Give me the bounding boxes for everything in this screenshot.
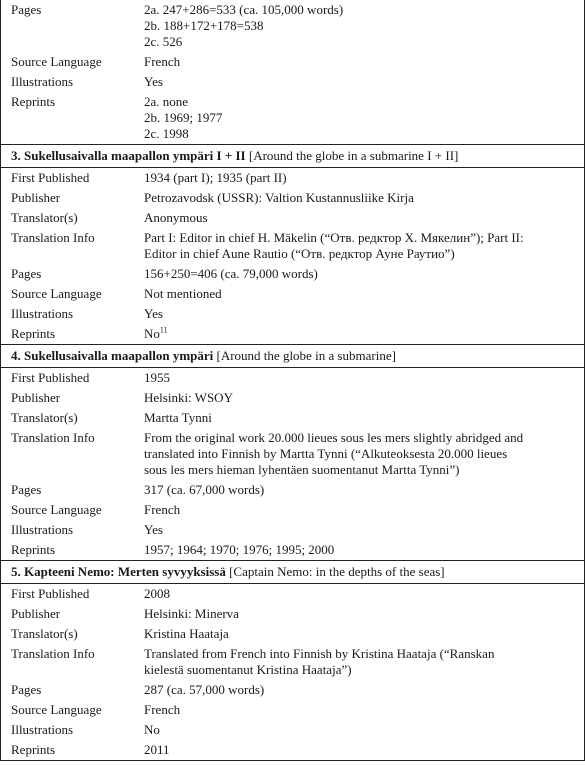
field-label: Translation Info xyxy=(11,646,95,661)
field-label: Illustrations xyxy=(11,722,74,737)
field-value xyxy=(144,522,584,538)
table-row xyxy=(1,520,584,540)
table-row xyxy=(1,324,584,344)
table-row xyxy=(1,368,584,388)
table-row xyxy=(1,284,584,304)
value-line: French xyxy=(144,54,181,69)
value-line: 2b. 1969; 1977 xyxy=(144,110,223,125)
field-label: First Published xyxy=(11,370,90,385)
value-line: 1934 (part I); 1935 (part II) xyxy=(144,170,287,185)
value-line: 2c. 1998 xyxy=(144,126,189,141)
field-value xyxy=(144,326,584,342)
value-line: 1955 xyxy=(144,370,170,385)
value-line: 317 (ca. 67,000 words) xyxy=(144,482,265,497)
value-line: Editor in chief Aune Rautio (“Отв. редктор Ауне Раутио”) xyxy=(144,246,455,261)
value-line: No$^{11}$ xyxy=(144,325,168,341)
field-label: Publisher xyxy=(11,606,61,621)
field-value xyxy=(144,370,584,386)
value-line: 1957; 1964; 1970; 1976; 1995; 2000 xyxy=(144,542,335,557)
entry-title xyxy=(1,345,584,368)
field-value xyxy=(144,210,584,226)
field-label: Reprints xyxy=(11,742,56,757)
value-line: sous les mers hieman lyhentäen suomentanut Martta Tynni”) xyxy=(144,462,460,477)
value-line: kielestä suomentanut Kristina Haataja”) xyxy=(144,662,352,677)
field-label: Illustrations xyxy=(11,522,74,537)
field-label: Source Language xyxy=(11,702,102,717)
field-label: Translation Info xyxy=(11,230,95,245)
value-line: French xyxy=(144,502,181,517)
field-value xyxy=(144,170,584,186)
table-row xyxy=(1,0,584,52)
entry-title xyxy=(1,145,584,168)
field-value xyxy=(144,190,584,206)
field-label: Reprints xyxy=(11,326,56,341)
field-value xyxy=(144,306,584,322)
entry-title xyxy=(1,561,584,584)
value-line: Yes xyxy=(144,306,163,321)
entry-title-finnish: 5. Kapteeni Nemo: Merten syvyyksissä xyxy=(11,564,226,579)
value-line: 2011 xyxy=(144,742,170,757)
field-value xyxy=(144,626,584,642)
table-row xyxy=(1,304,584,324)
value-line: Yes xyxy=(144,74,163,89)
field-label: Source Language xyxy=(11,502,102,517)
field-value xyxy=(144,286,584,302)
table-row xyxy=(1,228,584,264)
footnote-marker: 11 xyxy=(159,325,168,335)
value-line: Helsinki: Minerva xyxy=(144,606,239,621)
value-line: 2a. none xyxy=(144,94,189,109)
table-row xyxy=(1,72,584,92)
table-row xyxy=(1,408,584,428)
table-row xyxy=(1,740,584,760)
field-label: Publisher xyxy=(11,190,61,205)
value-line: From the original work 20.000 lieues sous les mers slightly abridged and xyxy=(144,430,524,445)
field-label: Publisher xyxy=(11,390,61,405)
field-label: Translator(s) xyxy=(11,626,78,641)
entry-title-finnish: 4. Sukellusaivalla maapallon ympäri xyxy=(11,348,214,363)
field-value xyxy=(144,586,584,602)
table-row xyxy=(1,92,584,144)
field-value xyxy=(144,682,584,698)
field-value xyxy=(144,94,584,142)
table-row xyxy=(1,644,584,680)
field-value xyxy=(144,702,584,718)
value-line: Not mentioned xyxy=(144,286,222,301)
field-label: Pages xyxy=(11,682,42,697)
field-label: Translation Info xyxy=(11,430,95,445)
field-value xyxy=(144,742,584,758)
field-label: Illustrations xyxy=(11,306,74,321)
field-label: Source Language xyxy=(11,54,102,69)
field-label: First Published xyxy=(11,170,90,185)
value-line: Petrozavodsk (USSR): Valtion Kustannusliike Kirja xyxy=(144,190,414,205)
field-value xyxy=(144,266,584,282)
value-line: translated into Finnish by Martta Tynni (“Alkuteoksesta 20.000 lieues xyxy=(144,446,508,461)
entry-5 xyxy=(0,561,585,761)
value-line: French xyxy=(144,702,181,717)
value-line: Kristina Haataja xyxy=(144,626,229,641)
field-label: Illustrations xyxy=(11,74,74,89)
value-line: No xyxy=(144,722,160,737)
field-label: Pages xyxy=(11,482,42,497)
field-label: Source Language xyxy=(11,286,102,301)
field-value xyxy=(144,542,584,558)
table-row xyxy=(1,188,584,208)
value-line: Helsinki: WSOY xyxy=(144,390,233,405)
value-line: 2c. 526 xyxy=(144,34,183,49)
table-row xyxy=(1,428,584,480)
table-row xyxy=(1,540,584,560)
entry-title-translation: [Captain Nemo: in the depths of the seas] xyxy=(225,564,445,579)
field-value xyxy=(144,54,584,70)
value-line: 2a. 247+286=533 (ca. 105,000 words) xyxy=(144,2,344,17)
field-value xyxy=(144,2,584,50)
table-row xyxy=(1,604,584,624)
entry-4 xyxy=(0,345,585,561)
table-row xyxy=(1,500,584,520)
table-row xyxy=(1,680,584,700)
field-value xyxy=(144,482,584,498)
field-label: Pages xyxy=(11,2,42,17)
entry-title-translation: [Around the globe in a submarine] xyxy=(213,348,396,363)
table-row xyxy=(1,52,584,72)
value-line: Translated from French into Finnish by Kristina Haataja (“Ranskan xyxy=(144,646,495,661)
entry-title-translation: [Around the globe in a submarine I + II] xyxy=(245,148,459,163)
table-row xyxy=(1,700,584,720)
field-label: Translator(s) xyxy=(11,410,78,425)
field-value xyxy=(144,390,584,406)
field-label: Reprints xyxy=(11,94,56,109)
value-line: Part I: Editor in chief H. Mäkelin (“Отв. редктор Х. Мякелин”); Part II: xyxy=(144,230,524,245)
table-row xyxy=(1,264,584,284)
table-row xyxy=(1,168,584,188)
table-row xyxy=(1,480,584,500)
entry-2-continued xyxy=(0,0,585,145)
field-value xyxy=(144,74,584,90)
field-label: First Published xyxy=(11,586,90,601)
field-value xyxy=(144,722,584,738)
field-value xyxy=(144,230,584,262)
field-value xyxy=(144,646,584,678)
value-line: 2008 xyxy=(144,586,170,601)
field-label: Translator(s) xyxy=(11,210,78,225)
value-line: Anonymous xyxy=(144,210,208,225)
table-row xyxy=(1,208,584,228)
entry-3 xyxy=(0,145,585,345)
table-row xyxy=(1,584,584,604)
field-value xyxy=(144,430,584,478)
field-label: Pages xyxy=(11,266,42,281)
value-line: Martta Tynni xyxy=(144,410,212,425)
table-row xyxy=(1,720,584,740)
field-label: Reprints xyxy=(11,542,56,557)
value-line: Yes xyxy=(144,522,163,537)
value-line: 287 (ca. 57,000 words) xyxy=(144,682,265,697)
table-row xyxy=(1,624,584,644)
table-row xyxy=(1,388,584,408)
entry-title-finnish: 3. Sukellusaivalla maapallon ympäri I + II xyxy=(11,148,246,163)
field-value xyxy=(144,606,584,622)
field-value xyxy=(144,502,584,518)
value-line: 2b. 188+172+178=538 xyxy=(144,18,264,33)
field-value xyxy=(144,410,584,426)
value-line: 156+250=406 (ca. 79,000 words) xyxy=(144,266,318,281)
